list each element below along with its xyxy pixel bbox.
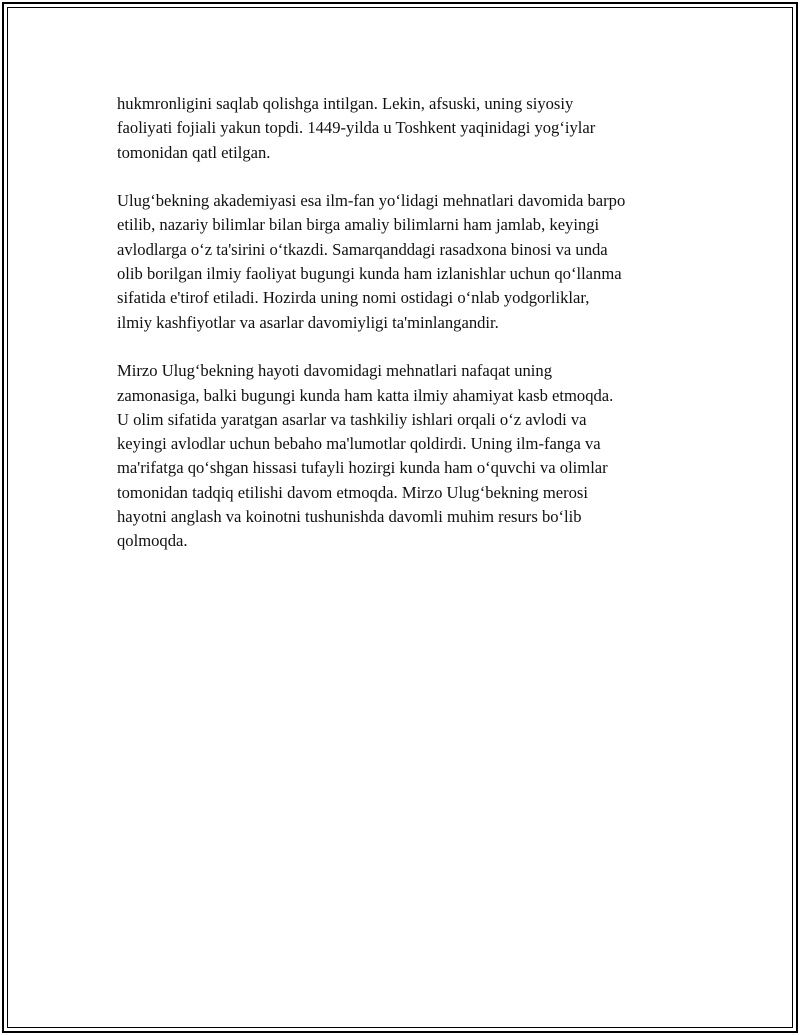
text-line: avlodlarga o‘z ta'sirini o‘tkazdi. Samarqanddagi rasadxona binosi va unda: [117, 239, 608, 259]
text-line: faoliyati fojiali yakun topdi. 1449-yilda u Toshkent yaqinidagi yog‘iylar: [117, 118, 596, 138]
text-line: etilib, nazariy bilimlar bilan birga amaliy bilimlarni ham jamlab, keyingi: [117, 215, 600, 235]
paragraph-3: [117, 359, 692, 553]
text-line: Mirzo Ulug‘bekning hayoti davomidagi mehnatlari nafaqat uning: [117, 361, 553, 381]
text-line: ilmiy kashfiyotlar va asarlar davomiyligi ta'minlangandir.: [117, 312, 499, 332]
text-line: sifatida e'tirof etiladi. Hozirda uning nomi ostidagi o‘nlab yodgorliklar,: [117, 288, 590, 308]
document-body: [117, 92, 692, 578]
text-line: keyingi avlodlar uchun bebaho ma'lumotlar qoldirdi. Uning ilm-fanga va: [117, 434, 601, 454]
text-line: hukmronligini saqlab qolishga intilgan. Lekin, afsuski, uning siyosiy: [117, 94, 574, 113]
text-line: hayotni anglash va koinotni tushunishda davomli muhim resurs bo‘lib: [117, 507, 582, 527]
text-line: Ulug‘bekning akademiyasi esa ilm-fan yo‘lidagi mehnatlari davomida barpo: [117, 191, 626, 211]
paragraph-1: [117, 92, 692, 165]
text-line: U olim sifatida yaratgan asarlar va tashkiliy ishlari orqali o‘z avlodi va: [117, 409, 587, 429]
text-line: qolmoqda.: [117, 531, 188, 551]
text-line: olib borilgan ilmiy faoliyat bugungi kunda ham izlanishlar uchun qo‘llanma: [117, 264, 622, 284]
text-line: tomonidan tadqiq etilishi davom etmoqda. Mirzo Ulug‘bekning merosi: [117, 482, 589, 502]
text-line: tomonidan qatl etilgan.: [117, 142, 271, 162]
paragraph-2: [117, 189, 692, 335]
text-line: zamonasiga, balki bugungi kunda ham katta ilmiy ahamiyat kasb etmoqda.: [117, 385, 614, 405]
text-line: ma'rifatga qo‘shgan hissasi tufayli hozirgi kunda ham o‘quvchi va olimlar: [117, 458, 608, 478]
